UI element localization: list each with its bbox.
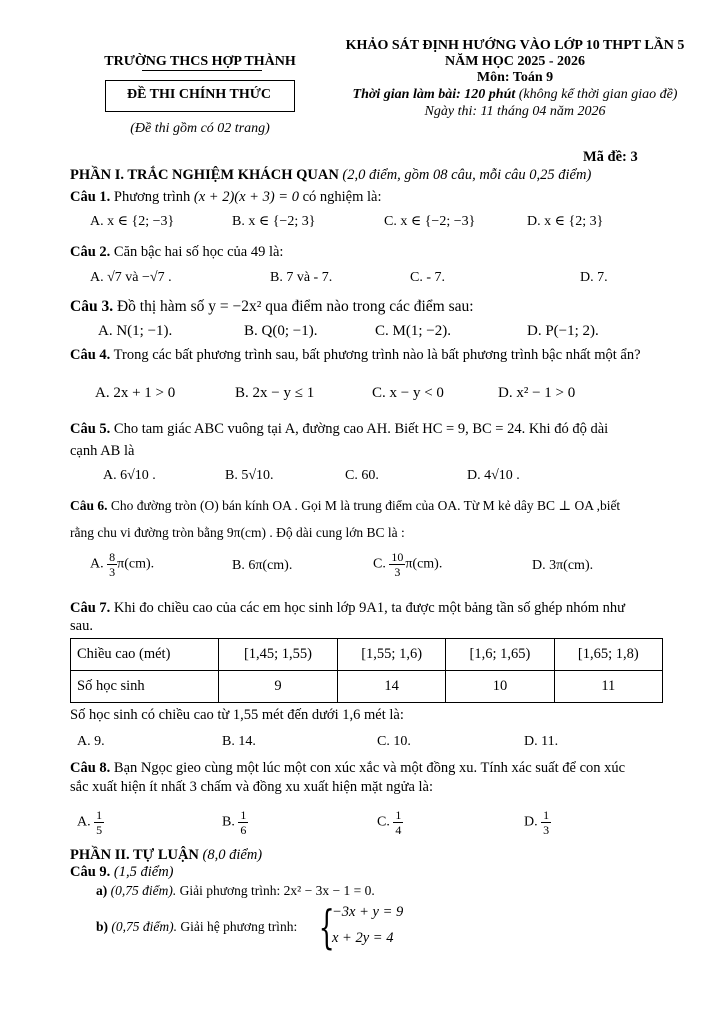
q6-option-d: D. 3π(cm). [532,558,594,573]
q9-b-note: (0,75 điểm). [108,919,177,934]
question-7-line1 [70,600,625,617]
q7-question: Số học sinh có chiều cao từ 1,55 mét đến dưới 1,6 mét là: [70,707,404,723]
subject: Môn: Toán 9 [476,70,554,85]
official-label: ĐỀ THI CHÍNH THỨC [126,87,272,102]
system-brace: { [318,900,335,954]
q8-c-label: C. [377,814,390,830]
question-2 [70,244,283,261]
q6-option-b: B. 6π(cm). [232,558,293,573]
q2-option-a: A. √7 và −√7 . [90,270,172,285]
q6-c-label: C. [373,556,386,572]
q6-a-fraction [107,550,117,579]
q6-a-label: A. [90,556,104,572]
school-underline [142,70,262,71]
q1-option-c: C. x ∈ {−2; −3} [384,214,476,229]
table-cell-count: 14 [337,671,445,703]
q8-option-d [524,808,551,837]
q6-option-c [373,550,442,579]
q3-option-a: A. N(1; −1). [98,323,173,339]
part1-note: (2,0 điểm, gồm 08 câu, mỗi câu 0,25 điểm) [338,167,592,183]
q2-option-d: D. 7. [580,270,608,285]
part2-heading [70,847,262,864]
exam-time-bold: Thời gian làm bài: 120 phút [352,87,516,102]
table-row [71,639,663,671]
q9-part-a [96,883,375,899]
q5-text1: Cho tam giác ABC vuông tại A, đường cao AH. Biết HC = 9, BC = 24. Khi đó độ dài [110,421,609,437]
q8-c-den: 4 [395,823,402,837]
q8-label: Câu 8. [70,760,111,776]
q7-option-d: D. 11. [524,734,559,749]
q9-a-note: (0,75 điểm). [107,883,177,898]
q5-label: Câu 5. [70,421,111,437]
q9-a-text: Giải phương trình: 2x² − 3x − 1 = 0. [176,883,375,898]
q8-option-b [222,808,248,837]
part1-heading [70,167,591,184]
table-cell-interval: [1,65; 1,8) [554,639,662,671]
q6-a-den: 3 [109,565,116,579]
q2-option-c: C. - 7. [410,270,445,285]
q9-b-eq1: −3x + y = 9 [332,904,404,920]
q6-c-num: 10 [391,550,404,564]
q9-b-label: b) [96,919,109,934]
q6-option-a [90,550,154,579]
q8-c-fraction [393,808,403,837]
table-cell-interval: [1,45; 1,55) [219,639,338,671]
q9-a-label: a) [96,883,108,898]
q5-text2: cạnh AB là [70,443,135,459]
q4-option-a: A. 2x + 1 > 0 [95,385,176,401]
q7-text2: sau. [70,618,93,634]
q8-d-label: D. [524,814,538,830]
q8-d-fraction [541,808,551,837]
q1-option-d: D. x ∈ {2; 3} [527,214,604,229]
q1-option-a: A. x ∈ {2; −3} [90,214,175,229]
question-1 [70,189,382,206]
exam-code: Mã đề: 3 [583,149,638,165]
table-cell-interval: [1,6; 1,65) [446,639,554,671]
q1-option-b: B. x ∈ {−2; 3} [232,214,316,229]
q9-b-text: Giải hệ phương trình: [177,919,298,934]
q6-c-den: 3 [394,565,401,579]
part1-title: PHẦN I. TRẮC NGHIỆM KHÁCH QUAN [70,167,339,183]
q8-d-num: 1 [543,808,550,822]
exam-time [320,87,710,103]
q7-option-c: C. 10. [377,734,411,749]
q6-a-num: 8 [109,550,116,564]
q6-text2: rằng chu vi đường tròn bằng 9π(cm) . Độ dài cung lớn BC là : [70,525,405,540]
q4-option-c: C. x − y < 0 [372,385,444,401]
q7-text1: Khi đo chiều cao của các em học sinh lớp 9A1, ta được một bảng tần số ghép nhóm như [110,600,625,616]
q3-option-b: B. Q(0; −1). [244,323,318,339]
q4-option-d: D. x² − 1 > 0 [498,385,576,401]
q8-b-label: B. [222,814,235,830]
q7-option-a: A. 9. [77,734,105,749]
q3-option-c: C. M(1; −2). [375,323,451,339]
part2-title: PHẦN II. TỰ LUẬN [70,847,199,863]
question-3 [70,298,474,316]
q5-option-d: D. 4√10 . [467,468,520,483]
question-5-line1 [70,421,608,438]
table-row [71,671,663,703]
q8-d-den: 3 [543,823,550,837]
table-cell-interval: [1,55; 1,6) [337,639,445,671]
q8-option-a [77,808,104,837]
q8-b-fraction [238,808,248,837]
q1-pre: Phương trình [110,189,194,205]
q8-a-label: A. [77,814,91,830]
q8-a-den: 5 [96,823,103,837]
q6-text1: Cho đường tròn (O) bán kính OA . Gọi M là trung điểm của OA. Từ M kẻ dây BC ⊥ OA ,biết [107,498,621,513]
q8-c-num: 1 [395,808,402,822]
q3-label: Câu 3. [70,298,114,315]
q6-c-unit: π(cm). [405,556,443,572]
q4-text: Trong các bất phương trình sau, bất phương trình nào là bất phương trình bậc nhất một ẩn? [110,347,641,363]
pages-note: (Đề thi gồm có 02 trang) [130,121,270,136]
table-cell-count: 10 [446,671,554,703]
frequency-table [70,638,663,703]
q8-a-fraction [94,808,104,837]
school-year: NĂM HỌC 2025 - 2026 [445,54,585,69]
exam-title: KHẢO SÁT ĐỊNH HƯỚNG VÀO LỚP 10 THPT LẦN 5 [345,38,685,53]
q8-b-num: 1 [240,808,247,822]
question-6-line1 [70,498,620,514]
q7-label: Câu 7. [70,600,111,616]
q6-label: Câu 6. [70,498,108,513]
q1-label: Câu 1. [70,189,111,205]
q3-option-d: D. P(−1; 2). [527,323,599,339]
q5-option-c: C. 60. [345,468,379,483]
q9-label: Câu 9. [70,864,111,880]
q9-note: (1,5 điểm) [110,864,174,880]
q3-expr: y = −2x² [208,298,262,315]
school-name: TRƯỜNG THCS HỢP THÀNH [104,54,296,69]
table-cell-count: 9 [219,671,338,703]
table-header-height: Chiều cao (mét) [71,639,219,671]
q1-post: có nghiệm là: [298,189,382,205]
q4-label: Câu 4. [70,347,111,363]
q2-label: Câu 2. [70,244,111,260]
q5-option-a: A. 6√10 . [103,468,156,483]
q9-part-b [96,919,297,935]
exam-time-italic: (không kể thời gian giao đề) [515,87,678,102]
q8-option-c [377,808,403,837]
q7-option-b: B. 14. [222,734,256,749]
exam-date: Ngày thi: 11 tháng 04 năm 2026 [424,104,606,119]
q5-option-b: B. 5√10. [225,468,274,483]
q4-option-b: B. 2x − y ≤ 1 [235,385,315,401]
q6-c-fraction [389,550,405,579]
question-9 [70,864,174,881]
question-4 [70,347,641,364]
q8-a-num: 1 [96,808,103,822]
q6-a-unit: π(cm). [117,556,155,572]
q3-post: qua điểm nào trong các điểm sau: [261,298,474,315]
q2-option-b: B. 7 và - 7. [270,270,333,285]
table-header-count: Số học sinh [71,671,219,703]
q8-text2: sắc xuất hiện ít nhất 3 chấm và đồng xu xuất hiện mặt ngửa là: [70,779,434,795]
q1-expr: (x + 2)(x + 3) = 0 [193,189,299,205]
q3-pre: Đồ thị hàm số [113,298,209,315]
q8-b-den: 6 [240,823,247,837]
q8-text1: Bạn Ngọc gieo cùng một lúc một con xúc xắc và một đồng xu. Tính xác suất để con xúc [110,760,626,776]
part2-note: (8,0 điểm) [198,847,263,863]
q2-text: Căn bậc hai số học của 49 là: [110,244,284,260]
q9-b-eq2: x + 2y = 4 [332,930,394,946]
question-8-line1 [70,760,625,777]
table-cell-count: 11 [554,671,662,703]
